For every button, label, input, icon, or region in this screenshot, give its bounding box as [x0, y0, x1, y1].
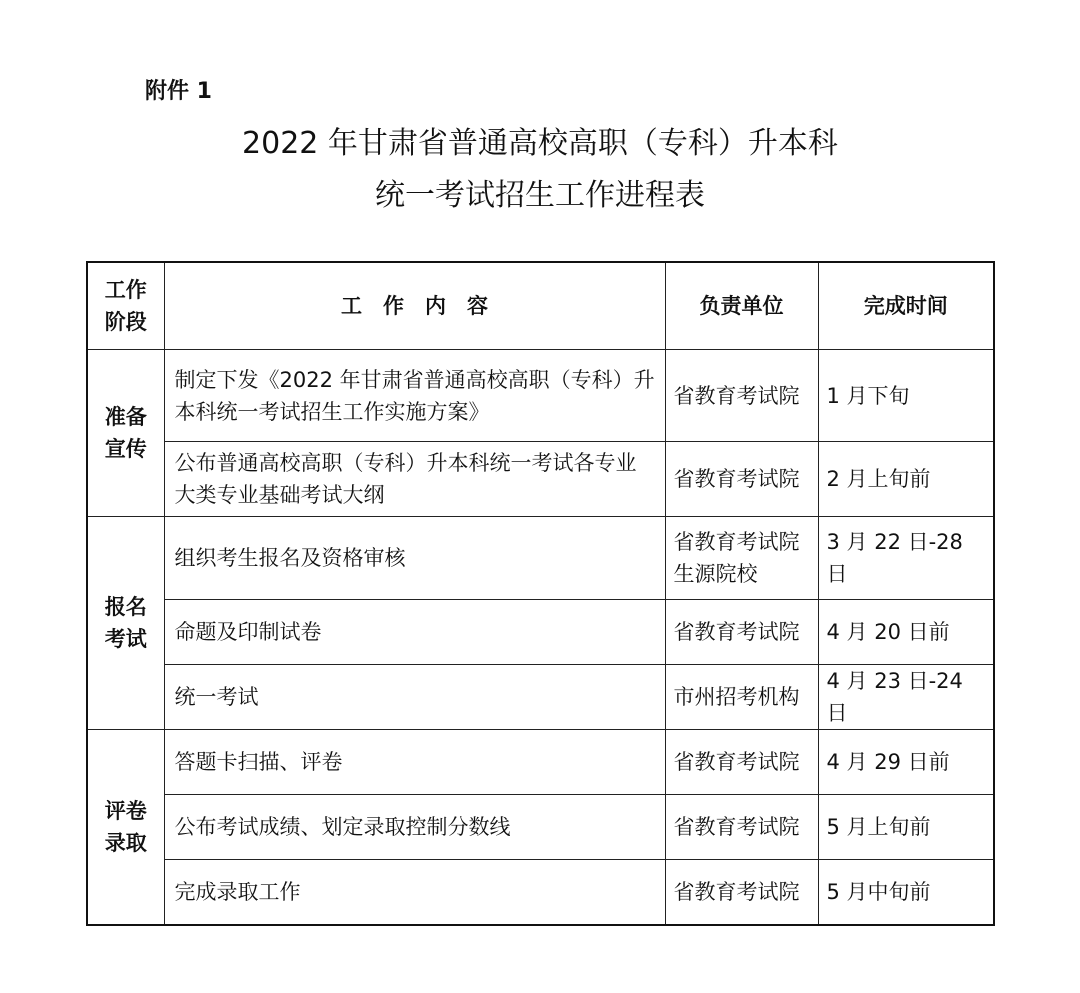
- table-row: [87, 350, 994, 442]
- time-cell: 5 月中旬前: [818, 860, 994, 925]
- content-cell: 答题卡扫描、评卷: [164, 730, 665, 795]
- table-header: [87, 262, 994, 350]
- content-cell: 组织考生报名及资格审核: [164, 517, 665, 600]
- table-row: [87, 795, 994, 860]
- schedule-table: [86, 261, 995, 926]
- stage-cell: 报名考试: [87, 517, 164, 730]
- unit-cell: 省教育考试院: [665, 350, 818, 442]
- table-row: [87, 730, 994, 795]
- attachment-label: 附件 1: [145, 79, 212, 104]
- table-row: [87, 442, 994, 517]
- content-cell: 制定下发《2022 年甘肃省普通高校高职（专科）升本科统一考试招生工作实施方案》: [164, 350, 665, 442]
- content-cell: 统一考试: [164, 665, 665, 730]
- time-cell: 4 月 20 日前: [818, 600, 994, 665]
- unit-cell: 市州招考机构: [665, 665, 818, 730]
- time-cell: 3 月 22 日-28 日: [818, 517, 994, 600]
- time-cell: 4 月 23 日-24 日: [818, 665, 994, 730]
- table-row: [87, 517, 994, 600]
- unit-cell: 省教育考试院: [665, 860, 818, 925]
- unit-cell: 省教育考试院: [665, 442, 818, 517]
- content-cell: 公布考试成绩、划定录取控制分数线: [164, 795, 665, 860]
- header-unit: 负责单位: [665, 262, 818, 350]
- time-cell: 2 月上旬前: [818, 442, 994, 517]
- header-stage: 工作阶段: [87, 262, 164, 350]
- stage-cell: 评卷录取: [87, 730, 164, 925]
- unit-cell: 省教育考试院: [665, 600, 818, 665]
- title-line-2: 统一考试招生工作进程表: [375, 178, 705, 213]
- table-row: [87, 860, 994, 925]
- content-cell: 命题及印制试卷: [164, 600, 665, 665]
- stage-cell: 准备宣传: [87, 350, 164, 517]
- content-cell: 完成录取工作: [164, 860, 665, 925]
- time-cell: 1 月下旬: [818, 350, 994, 442]
- time-cell: 4 月 29 日前: [818, 730, 994, 795]
- table-row: [87, 665, 994, 730]
- time-cell: 5 月上旬前: [818, 795, 994, 860]
- content-cell: 公布普通高校高职（专科）升本科统一考试各专业大类专业基础考试大纲: [164, 442, 665, 517]
- unit-cell: 省教育考试院 生源院校: [665, 517, 818, 600]
- unit-cell: 省教育考试院: [665, 730, 818, 795]
- title-line-1: 2022 年甘肃省普通高校高职（专科）升本科: [242, 126, 838, 161]
- table-row: [87, 600, 994, 665]
- unit-cell: 省教育考试院: [665, 795, 818, 860]
- header-content: 工 作 内 容: [164, 262, 665, 350]
- header-time: 完成时间: [818, 262, 994, 350]
